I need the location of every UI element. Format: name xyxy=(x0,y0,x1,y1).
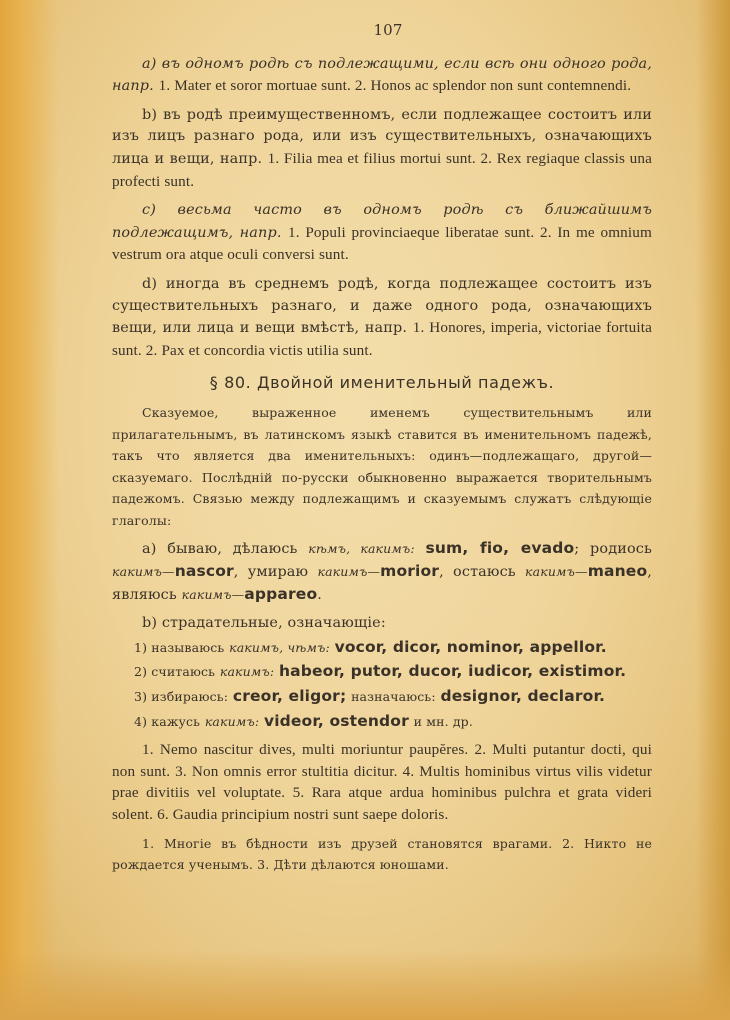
paragraph-a-intro: а) въ одномъ родѣ съ подлежащими, если всѣ они одного рода, напр. xyxy=(112,55,652,95)
paragraph-d xyxy=(112,274,652,362)
latin-examples: 1. Nemo nascitur dives, multi moriuntur paupĕres. 2. Multi putantur docti, qui non sunt. 3. Non omnis error stultitia dicitur. 4. Multis hominibus virtus vilis videtur prae divitiis vel voluptate. 5. Rara atque ardua hominibus pulchra et grata videri solent. 6. Gaudia principium nostri sunt saepe doloris. xyxy=(112,741,652,823)
verbs-b-item xyxy=(112,711,652,734)
verbs-a-text: . xyxy=(317,586,322,603)
verbs-a-gloss: какимъ— xyxy=(525,564,588,580)
verbs-a-text: , умираю xyxy=(233,564,309,581)
paragraph-a xyxy=(112,54,652,98)
paragraph-c xyxy=(112,200,652,267)
verbs-a-gloss: какимъ— xyxy=(112,564,175,580)
verbs-b-intro: b) страдательные, означающіе: xyxy=(142,615,386,632)
verbs-a-latin: maneo xyxy=(587,562,648,581)
page-edge-left xyxy=(0,0,58,1020)
paragraph-d-examples: 1. Honores, imperia, victoriae fortuita sunt. 2. Pax et concordia victis utilia sunt. xyxy=(112,319,652,359)
verbs-a-text: , остаюсь xyxy=(439,564,516,581)
item-russian: 3) избираюсь: xyxy=(134,689,229,705)
verbs-a-gloss: кѣмъ, какимъ: xyxy=(308,541,415,557)
verbs-a xyxy=(112,538,652,606)
item-latin: videor, ostendor xyxy=(263,711,409,730)
verbs-a-text: , являюсь xyxy=(112,564,652,603)
paragraph-c-examples: 1. Populi provinciaeque liberatae sunt. 2. In me omnium vestrum ora atque oculi conversi sunt. xyxy=(112,223,652,264)
item-russian-2: и мн. др. xyxy=(413,713,473,729)
section-heading: § 80. Двойной именительный падежъ. xyxy=(209,373,555,393)
page-edge-right xyxy=(696,0,730,1020)
verbs-a-latin: nascor xyxy=(174,562,234,581)
verbs-a-latin: morior xyxy=(380,562,440,581)
item-gloss: какимъ: xyxy=(219,664,275,680)
page-number: 107 xyxy=(373,21,403,39)
item-latin-2: designor, declaror. xyxy=(440,687,606,706)
verbs-a-gloss: какимъ— xyxy=(317,564,381,580)
item-russian: 4) кажусь xyxy=(134,713,201,729)
item-latin: creor, eligor; xyxy=(232,687,347,706)
verbs-a-text: ; родиось xyxy=(574,541,652,558)
paragraph-c-intro: c) весьма часто въ одномъ родѣ съ ближайшимъ подлежащимъ, напр. xyxy=(112,202,652,241)
verbs-b-item xyxy=(112,637,652,660)
paragraph-b-examples: 1. Filia mea et filius mortui sunt. 2. Rex regiaque classis una profecti sunt. xyxy=(112,149,652,190)
item-gloss: какимъ: xyxy=(204,713,260,729)
verbs-a-latin: sum, fio, evado xyxy=(425,539,575,558)
paragraph-b xyxy=(112,105,652,193)
paragraph-a-examples: 1. Mater et soror mortuae sunt. 2. Honos ac splendor non sunt contemnendi. xyxy=(158,77,632,95)
paragraph-b-intro: b) въ родѣ преимущественномъ, если подлежащее состоитъ или изъ лицъ разнаго рода, или изъ существительныхъ, означающихъ лица и вещи, напр. xyxy=(112,106,652,167)
paragraph-d-intro: d) иногда въ среднемъ родѣ, когда подлежащее состоитъ изъ существительныхъ разнаго, и даже одного рода, означающихъ вещи, или лица и вещи вмѣстѣ, напр. xyxy=(112,275,652,337)
verbs-a-text: а) бываю, дѣлаюсь xyxy=(142,541,298,558)
item-latin: vocor, dicor, nominor, appellor. xyxy=(334,637,607,656)
item-russian-2: назначаюсь: xyxy=(351,689,436,705)
russian-examples: 1. Многіе въ бѣдности изъ друзей становятся врагами. 2. Никто не рождается ученымъ. 3. Дѣти дѣлаются юношами. xyxy=(112,835,652,873)
page-content xyxy=(112,20,652,883)
verbs-a-latin: appareo xyxy=(244,584,318,603)
item-russian: 1) называюсь xyxy=(134,639,225,655)
item-gloss: какимъ, чѣмъ: xyxy=(229,639,330,655)
section-intro: Сказуемое, выраженное именемъ существительнымъ или прилагательнымъ, въ латинскомъ языкѣ ставится въ именительномъ падежѣ, такъ что является два именительныхъ: одинъ—подлежащаго, другой—сказуемаго. Послѣдній по-русски обыкновенно выражается творительнымъ падежомъ. Связью между подлежащимъ и сказуемымъ служатъ слѣдующіе глаголы: xyxy=(112,404,652,528)
verbs-a-gloss: какимъ— xyxy=(181,586,245,602)
item-latin: habeor, putor, ducor, iudicor, existimor. xyxy=(278,662,627,681)
page-edge-bottom xyxy=(0,950,730,1020)
verbs-b-item xyxy=(112,661,652,684)
item-russian: 2) считаюсь xyxy=(134,664,216,680)
verbs-b-item xyxy=(112,686,652,709)
